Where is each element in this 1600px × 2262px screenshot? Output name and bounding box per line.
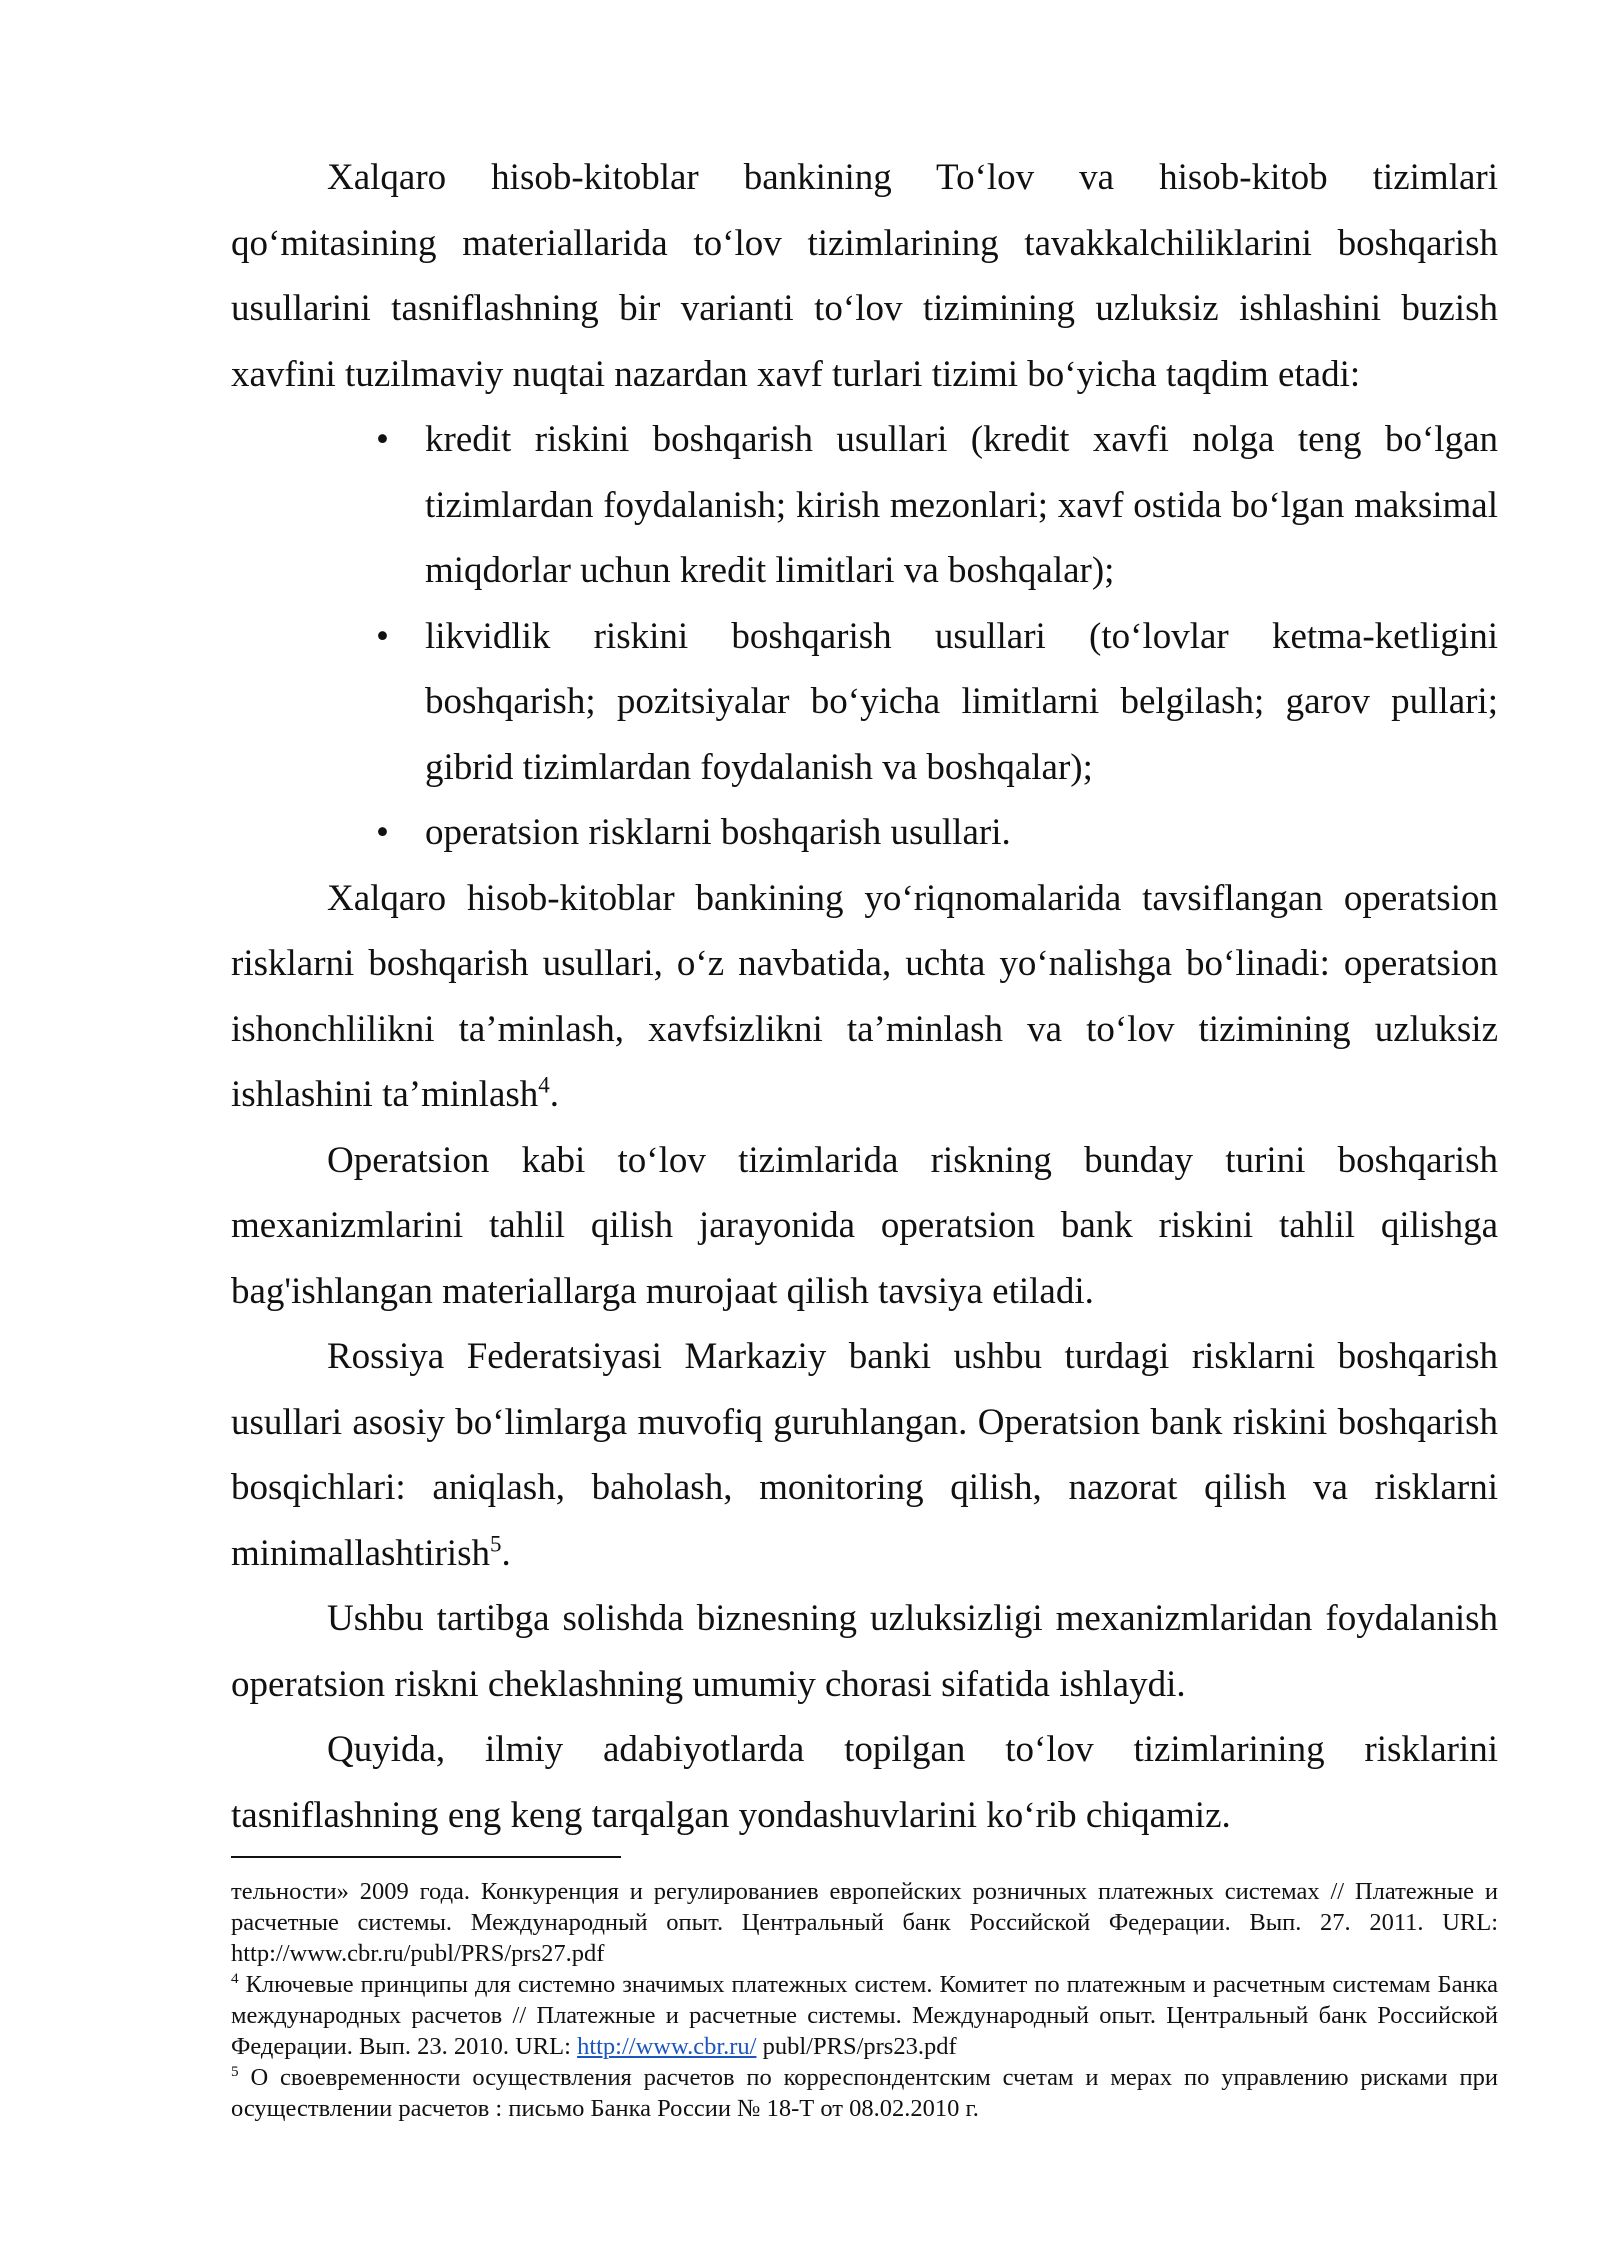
footnote-4	[231, 1969, 1498, 2062]
list-item-text: operatsion risklarni boshqarish usullari.	[425, 812, 1011, 853]
list-item-text: kredit riskini boshqarish usullari (kredit xavfi nolga teng bo‘lgan tizimlardan foydalanish; kirish mezonlari; xavf ostida bo‘lgan maksimal miqdorlar uchun kredit limitlari va boshqalar);	[425, 419, 1498, 591]
paragraph-intro: Xalqaro hisob-kitoblar bankining To‘lov va hisob-kitob tizimlari qo‘mitasining materiallarida to‘lov tizimlarining tavakkalchiliklarini boshqarish usullarini tasniflashning bir varianti to‘lov tizimining uzluksiz ishlashini buzish xavfini tuzilmaviy nuqtai nazardan xavf turlari tizimi bo‘yicha taqdim etadi:	[231, 157, 1498, 395]
paragraph-end: .	[549, 1074, 559, 1115]
paragraph-central-bank	[231, 1324, 1498, 1586]
footnote-4-text: Ключевые принципы для системно значимых платежных систем. Комитет по платежным и расчетным системам Банка международных расчетов // Платежные и расчетные системы. Международный опыт. Центральный банк Российской Федерации. Вып. 23. 2010. URL:	[231, 1971, 1498, 2060]
footnote-marker-4: 4	[231, 1969, 239, 1987]
paragraph-bis-guidelines	[231, 866, 1498, 1128]
risk-methods-list	[231, 407, 1498, 866]
footnote-ref-4[interactable]: 4	[538, 1072, 550, 1098]
footnote-continued: тельности» 2009 года. Конкуренция и регулированиев европейских розничных платежных системах // Платежные и расчетные системы. Международный опыт. Центральный банк Российской Федерации. Вып. 27. 2011. URL: http://www.cbr.ru/publ/PRS/prs27.pdf	[231, 1878, 1498, 1967]
footnotes	[231, 1876, 1498, 2124]
list-item-text: likvidlik riskini boshqarish usullari (to‘lovlar ketma-ketligini boshqarish; pozitsiyalar bo‘yicha limitlarni belgilash; garov pullari; gibrid tizimlardan foydalanish va boshqalar);	[425, 615, 1498, 788]
footnote-separator	[231, 1856, 621, 1858]
list-item-liquidity-risk	[376, 604, 1498, 801]
bullet-icon: •	[376, 615, 389, 657]
bullet-icon: •	[376, 812, 389, 853]
paragraph-operational-analysis: Operatsion kabi to‘lov tizimlarida riskning bunday turini boshqarish mexanizmlarini tahlil qilish jarayonida operatsion bank riskini tahlil qilishga bag'ishlangan materiallarga murojaat qilish tavsiya etiladi.	[231, 1139, 1498, 1312]
paragraph-business-continuity: Ushbu tartibga solishda biznesning uzluksizligi mexanizmlaridan foydalanish operatsion riskni cheklashning umumiy chorasi sifatida ishlaydi.	[231, 1598, 1498, 1705]
footnote-4-tail: publ/PRS/prs23.pdf	[756, 2033, 957, 2060]
footnote-4-link[interactable]: http://www.cbr.ru/	[577, 2033, 757, 2060]
paragraph-text: Xalqaro hisob-kitoblar bankining yo‘riqnomalarida tavsiflangan operatsion risklarni boshqarish usullari, o‘z navbatida, uchta yo‘nalishga bo‘linadi: operatsion ishonchlilikni ta’minlash, xavfsizlikni ta’minlash va to‘lov tizimining uzluksiz ishlashini ta’minlash	[231, 877, 1498, 1115]
list-item-credit-risk	[376, 407, 1498, 604]
main-text	[231, 145, 1498, 1848]
bullet-icon: •	[376, 419, 389, 460]
footnote-marker-5: 5	[231, 2062, 239, 2080]
paragraph-end: .	[501, 1532, 511, 1574]
list-item-operational-risk	[376, 800, 1498, 866]
footnote-5-text: О своевременности осуществления расчетов по корреспондентским счетам и мерах по управлению рисками при осуществлении расчетов : письмо Банка России № 18-Т от 08.02.2010 г.	[231, 2064, 1498, 2122]
paragraph-text: Rossiya Federatsiyasi Markaziy banki ushbu turdagi risklarni boshqarish usullari asosiy bo‘limlarga muvofiq guruhlangan. Operatsion bank riskini boshqarish bosqichlari: aniqlash, baholash, monitoring qilish, nazorat qilish va risklarni minimallashtirish	[231, 1336, 1498, 1574]
footnote-ref-5[interactable]: 5	[489, 1531, 502, 1557]
paragraph-classification-approaches: Quyida, ilmiy adabiyotlarda topilgan to‘lov tizimlarining risklarini tasniflashning eng keng tarqalgan yondashuvlarini ko‘rib chiqamiz.	[231, 1729, 1498, 1836]
footnote-5	[231, 2062, 1498, 2124]
